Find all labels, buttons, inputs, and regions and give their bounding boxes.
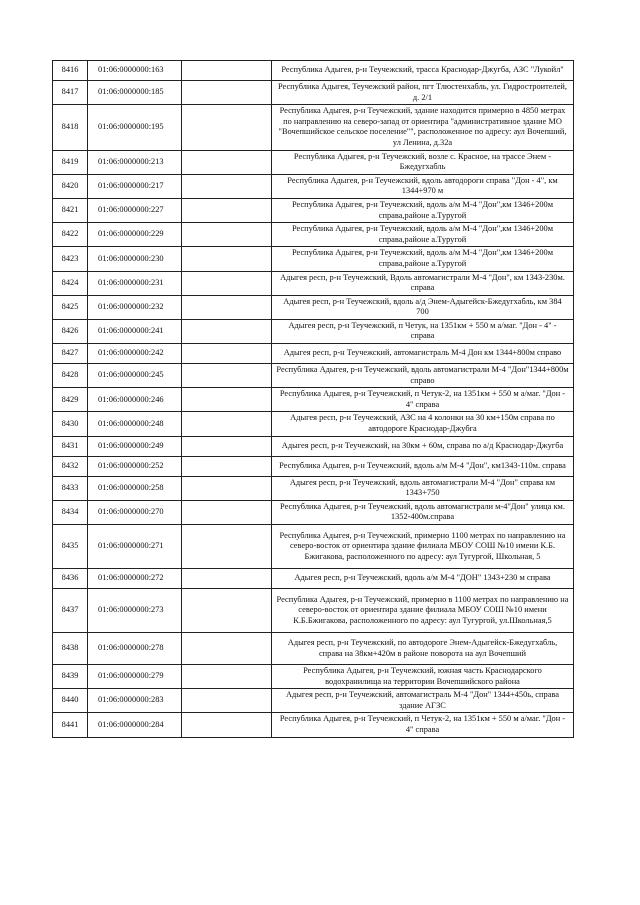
table-row (53, 271, 574, 295)
address-cell: Республика Адыгея, р-н Теучежский, вдоль автодороги справа "Дон - 4", км 1344+970 м (272, 174, 574, 198)
row-number: 8427 (53, 344, 88, 364)
row-number: 8435 (53, 525, 88, 569)
empty-cell (182, 569, 272, 589)
row-number: 8429 (53, 388, 88, 412)
cadastral-number: 01:06:0000000:271 (88, 525, 182, 569)
cadastral-number: 01:06:0000000:273 (88, 589, 182, 633)
table-row (53, 61, 574, 81)
table-row (53, 388, 574, 412)
cadastral-number: 01:06:0000000:249 (88, 436, 182, 456)
row-number: 8428 (53, 364, 88, 388)
empty-cell (182, 247, 272, 271)
row-number: 8438 (53, 633, 88, 665)
row-number: 8421 (53, 198, 88, 222)
empty-cell (182, 436, 272, 456)
empty-cell (182, 105, 272, 150)
cadastral-number: 01:06:0000000:246 (88, 388, 182, 412)
address-cell: Адыгея респ, р-н Теучежский, Вдоль автомагистрали М-4 "Дон", км 1343-230м. справа (272, 271, 574, 295)
row-number: 8430 (53, 412, 88, 436)
address-cell: Республика Адыгея, р-н Теучежский, южная часть Краснодарского водохранилища на территории Вочепшийского района (272, 665, 574, 689)
empty-cell (182, 589, 272, 633)
table-row (53, 295, 574, 319)
address-cell: Республика Адыгея, р-н Теучежский, вдоль а/м М-4 "Дон",км 1346+200м справа,районе а.Туругой (272, 247, 574, 271)
empty-cell (182, 198, 272, 222)
row-number: 8418 (53, 105, 88, 150)
empty-cell (182, 81, 272, 105)
address-cell: Республика Адыгея, р-н Теучежский, вдоль автомагистрали м-4"Дон" улица км. 1352-400м.справа (272, 500, 574, 524)
table-row (53, 223, 574, 247)
cadastral-number: 01:06:0000000:252 (88, 456, 182, 476)
empty-cell (182, 295, 272, 319)
row-number: 8434 (53, 500, 88, 524)
address-cell: Адыгея респ, р-н Теучежский, вдоль а/м М-4 "ДОН" 1343+230 м справа (272, 569, 574, 589)
address-cell: Республика Адыгея, р-н Теучежский, здание находится примерно в 4850 метрах по направлению на северо-запад от ориентира "административное здание МО "Вочепшийское сельское поселение"", расположенное по адресу: аул Вочепший, ул Ленина, д.32а (272, 105, 574, 150)
address-cell: Адыгея респ, р-н Теучежский, п Четук, на 1351км + 550 м а/маг. "Дон - 4" - справа (272, 319, 574, 343)
table-row (53, 436, 574, 456)
cadastral-table (52, 60, 574, 738)
empty-cell (182, 271, 272, 295)
table-row (53, 174, 574, 198)
row-number: 8439 (53, 665, 88, 689)
table-row (53, 247, 574, 271)
address-cell: Республика Адыгея, р-н Теучежский, вдоль а/м М-4 "Дон", км1343-110м. справа (272, 456, 574, 476)
cadastral-number: 01:06:0000000:270 (88, 500, 182, 524)
table-row (53, 412, 574, 436)
empty-cell (182, 61, 272, 81)
table-row (53, 344, 574, 364)
table-row (53, 476, 574, 500)
table-row (53, 456, 574, 476)
cadastral-number: 01:06:0000000:185 (88, 81, 182, 105)
table-row (53, 713, 574, 737)
address-cell: Адыгея респ, р-н Теучежский, по автодороге Энем-Адыгейск-Бжедугхабль, справа на 38км+420м в районе поворота на аул Вочепший (272, 633, 574, 665)
cadastral-number: 01:06:0000000:227 (88, 198, 182, 222)
row-number: 8423 (53, 247, 88, 271)
address-cell: Республика Адыгея, р-н Теучежский, примерно 1100 метрах по направлению на северо-восток от ориентира здание филиала МБОУ СОШ №10 имени К.Б. Бжигакова, расположенного по адресу: аул Тугургой, Школьная, 5 (272, 525, 574, 569)
empty-cell (182, 344, 272, 364)
address-cell: Республика Адыгея, р-н Теучежский, возле с. Красное, на трассе Энем - Бжедугхабль (272, 150, 574, 174)
empty-cell (182, 456, 272, 476)
table-body (53, 61, 574, 738)
row-number: 8425 (53, 295, 88, 319)
address-cell: Адыгея респ, р-н Теучежский, АЗС на 4 колонки на 30 км+150м справа по автодороге Краснодар-Джубга (272, 412, 574, 436)
cadastral-number: 01:06:0000000:163 (88, 61, 182, 81)
address-cell: Республика Адыгея, р-н Теучежский, п Четук-2, на 1351км + 550 м а/маг. "Дон - 4" справа (272, 388, 574, 412)
row-number: 8424 (53, 271, 88, 295)
cadastral-number: 01:06:0000000:231 (88, 271, 182, 295)
empty-cell (182, 174, 272, 198)
row-number: 8436 (53, 569, 88, 589)
empty-cell (182, 525, 272, 569)
cadastral-number: 01:06:0000000:217 (88, 174, 182, 198)
cadastral-number: 01:06:0000000:272 (88, 569, 182, 589)
empty-cell (182, 476, 272, 500)
row-number: 8426 (53, 319, 88, 343)
address-cell: Адыгея респ, р-н Теучежский, вдоль автомагистрали М-4 "Дон" справа км 1343+750 (272, 476, 574, 500)
table-row (53, 500, 574, 524)
address-cell: Республика Адыгея, р-н Теучежский, вдоль а/м М-4 "Дон",км 1346+200м справа,районе а.Туругой (272, 198, 574, 222)
row-number: 8441 (53, 713, 88, 737)
cadastral-number: 01:06:0000000:284 (88, 713, 182, 737)
empty-cell (182, 500, 272, 524)
cadastral-number: 01:06:0000000:283 (88, 689, 182, 713)
row-number: 8440 (53, 689, 88, 713)
empty-cell (182, 388, 272, 412)
address-cell: Адыгея респ, р-н Теучежский, автомагистраль М-4 "Дон" 1344+450ь, справа здание АГЗС (272, 689, 574, 713)
cadastral-number: 01:06:0000000:241 (88, 319, 182, 343)
empty-cell (182, 713, 272, 737)
empty-cell (182, 633, 272, 665)
cadastral-number: 01:06:0000000:230 (88, 247, 182, 271)
cadastral-number: 01:06:0000000:242 (88, 344, 182, 364)
address-cell: Республика Адыгея, р-н Теучежский, трасса Краснодар-Джугба, АЗС "Лукойл" (272, 61, 574, 81)
cadastral-number: 01:06:0000000:279 (88, 665, 182, 689)
row-number: 8431 (53, 436, 88, 456)
table-row (53, 150, 574, 174)
row-number: 8420 (53, 174, 88, 198)
row-number: 8433 (53, 476, 88, 500)
row-number: 8422 (53, 223, 88, 247)
cadastral-number: 01:06:0000000:232 (88, 295, 182, 319)
row-number: 8419 (53, 150, 88, 174)
empty-cell (182, 412, 272, 436)
address-cell: Республика Адыгея, Теучежский район, пгт Тлюстенхабль, ул. Гидростроителей, д. 2/1 (272, 81, 574, 105)
cadastral-number: 01:06:0000000:213 (88, 150, 182, 174)
empty-cell (182, 319, 272, 343)
address-cell: Республика Адыгея, р-н Теучежский, вдоль автомагистрали М-4 "Дон"1344+800м справо (272, 364, 574, 388)
address-cell: Республика Адыгея, р-н Теучежский, п Четук-2, на 1351км + 550 м а/маг. "Дон - 4" справа (272, 713, 574, 737)
row-number: 8432 (53, 456, 88, 476)
row-number: 8416 (53, 61, 88, 81)
table-row (53, 319, 574, 343)
empty-cell (182, 364, 272, 388)
table-row (53, 525, 574, 569)
cadastral-number: 01:06:0000000:195 (88, 105, 182, 150)
cadastral-number: 01:06:0000000:229 (88, 223, 182, 247)
table-row (53, 105, 574, 150)
empty-cell (182, 150, 272, 174)
table-row (53, 198, 574, 222)
table-row (53, 665, 574, 689)
cadastral-number: 01:06:0000000:258 (88, 476, 182, 500)
row-number: 8437 (53, 589, 88, 633)
empty-cell (182, 689, 272, 713)
cadastral-number: 01:06:0000000:278 (88, 633, 182, 665)
address-cell: Адыгея респ, р-н Теучежский, на 30км + 60м, справа по а/д Краснодар-Джугба (272, 436, 574, 456)
table-row (53, 569, 574, 589)
empty-cell (182, 665, 272, 689)
table-row (53, 633, 574, 665)
address-cell: Адыгея респ, р-н Теучежский, автомагистраль М-4 Дон км 1344+800м справо (272, 344, 574, 364)
cadastral-number: 01:06:0000000:248 (88, 412, 182, 436)
table-row (53, 689, 574, 713)
cadastral-number: 01:06:0000000:245 (88, 364, 182, 388)
table-row (53, 589, 574, 633)
row-number: 8417 (53, 81, 88, 105)
address-cell: Республика Адыгея, р-н Теучежский, примерно в 1100 метрах по направлению на северо-восток от ориентира здание филиала МБОУ СОШ №10 имени К.Б.Бжигакова, расположенного по адресу: аул Тугургой, ул.Школьная,5 (272, 589, 574, 633)
address-cell: Адыгея респ, р-н Теучежский, вдоль а/д Энем-Адыгейск-Бжедугхабль, км 384 700 (272, 295, 574, 319)
empty-cell (182, 223, 272, 247)
table-row (53, 81, 574, 105)
table-row (53, 364, 574, 388)
address-cell: Республика Адыгея, р-н Теучежский, вдоль а/м М-4 "Дон",км 1346+200м справа,районе а.Туругой (272, 223, 574, 247)
